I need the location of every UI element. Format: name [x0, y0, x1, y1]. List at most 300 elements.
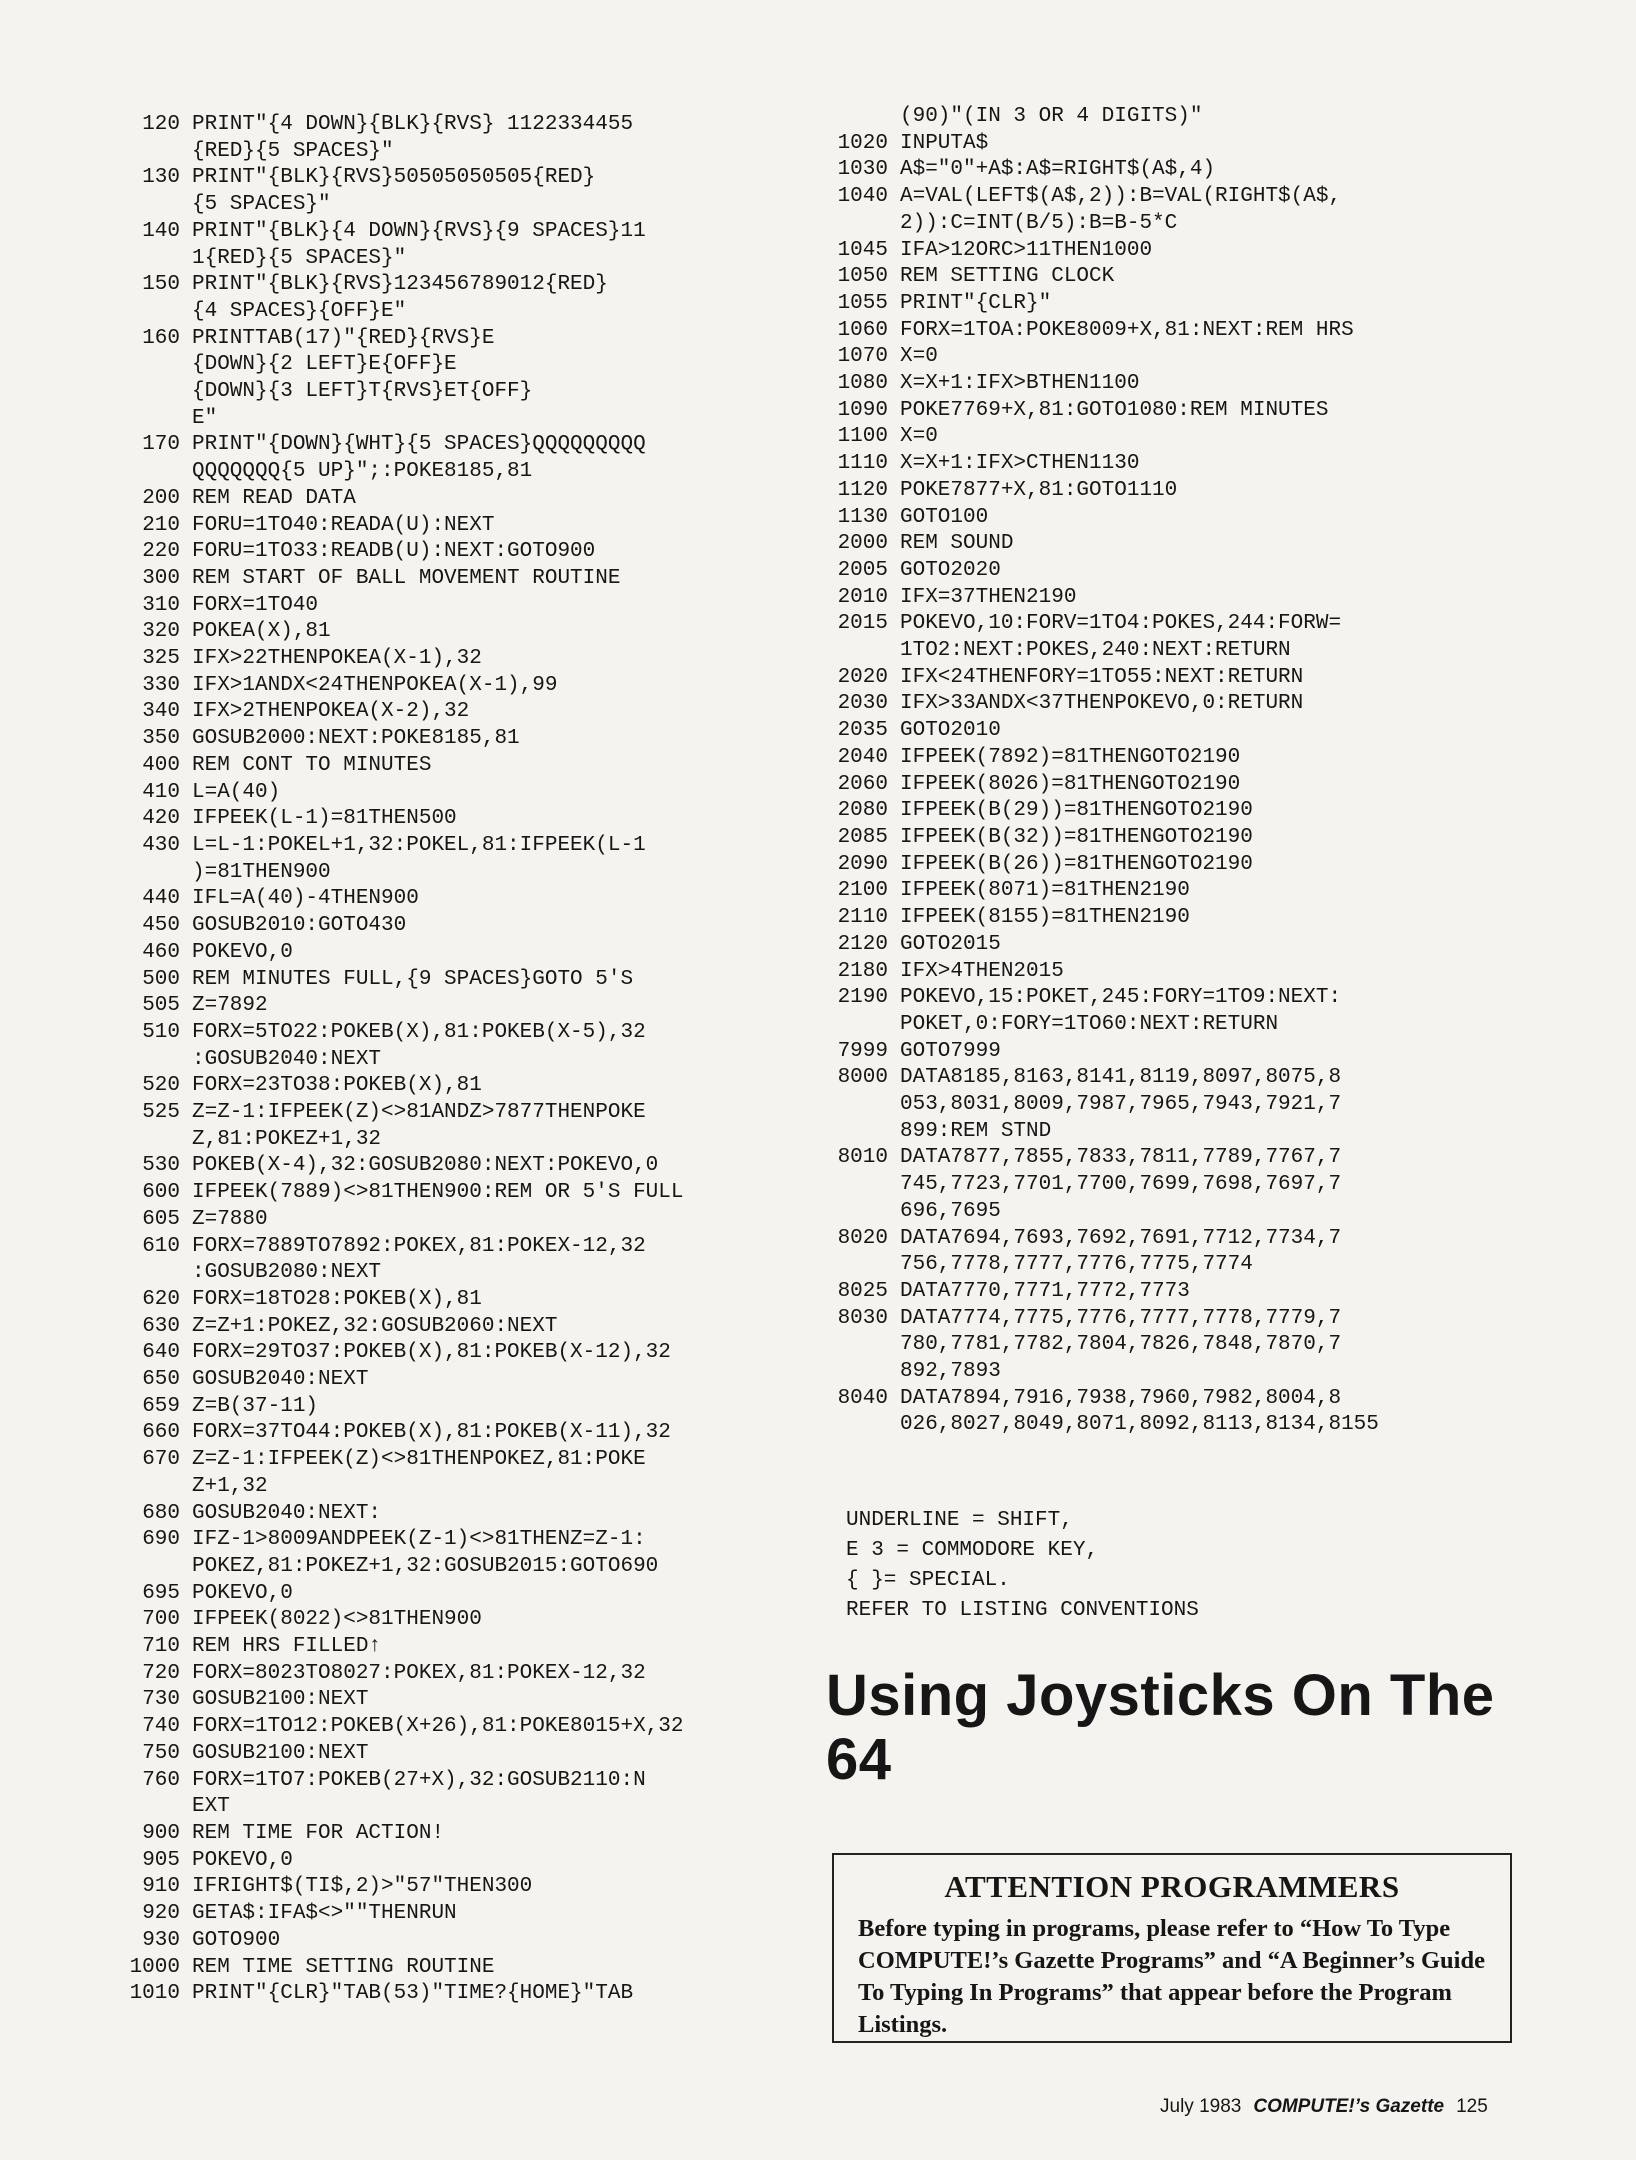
listing-line [820, 985, 1540, 1012]
line-number: 1050 [837, 265, 888, 289]
footer-date: July 1983 [1160, 2096, 1242, 2117]
listing-line [820, 478, 1540, 505]
line-number: 1000 [129, 1955, 180, 1979]
listing-line [820, 1199, 1540, 1226]
line-code: REM START OF BALL MOVEMENT ROUTINE [192, 566, 621, 590]
listing-line [112, 406, 812, 433]
line-code: REM SETTING CLOCK [900, 265, 1115, 289]
line-number: 750 [142, 1741, 180, 1765]
listing-line [112, 1447, 812, 1474]
line-code: X=X+1:IFX>BTHEN1100 [900, 372, 1140, 396]
listing-line [112, 1127, 812, 1154]
line-code: REM MINUTES FULL,{9 SPACES}GOTO 5'S [192, 967, 634, 991]
line-code: IFA>12ORC>11THEN1000 [900, 238, 1153, 262]
line-number: 650 [142, 1368, 180, 1392]
line-number: 8000 [837, 1066, 888, 1090]
line-code: IFPEEK(8155)=81THEN2190 [900, 906, 1190, 930]
line-number: 660 [142, 1421, 180, 1445]
line-number: 900 [142, 1822, 180, 1845]
listing-line [112, 486, 812, 513]
line-code: REM READ DATA [192, 486, 356, 510]
listing-line [820, 1172, 1540, 1199]
listing-line [112, 1874, 812, 1901]
line-number: 8020 [837, 1226, 888, 1250]
line-code: X=0 [900, 425, 938, 449]
listing-line [112, 1821, 812, 1848]
line-code: GOSUB2040:NEXT [192, 1368, 369, 1392]
listing-line [112, 513, 812, 540]
listing-line [112, 1207, 812, 1234]
listing-line [820, 1412, 1540, 1439]
line-code: A=VAL(LEFT$(A$,2)):B=VAL(RIGHT$(A$, [900, 185, 1342, 209]
line-code: GOSUB2100:NEXT [192, 1688, 369, 1712]
listing-line [112, 112, 812, 139]
listing-line [820, 1039, 1540, 1066]
listing-line [820, 1119, 1540, 1146]
line-number: 605 [142, 1207, 180, 1231]
line-number: 1080 [837, 372, 888, 396]
line-number: 2085 [837, 825, 888, 849]
line-number: 8025 [837, 1279, 888, 1303]
listing-line [112, 1340, 812, 1367]
line-code: 745,7723,7701,7700,7699,7698,7697,7 [900, 1173, 1342, 1197]
line-number: 659 [142, 1394, 180, 1418]
line-number: 2060 [837, 772, 888, 796]
listing-line [112, 1073, 812, 1100]
line-number: 1040 [837, 185, 888, 209]
line-code: POKE7877+X,81:GOTO1110 [900, 478, 1178, 502]
line-code: FORX=29TO37:POKEB(X),81:POKEB(X-12),32 [192, 1341, 671, 1365]
line-code: DATA7877,7855,7833,7811,7789,7767,7 [900, 1146, 1342, 1170]
line-number: 905 [142, 1848, 180, 1872]
line-code: DATA7894,7916,7938,7960,7982,8004,8 [900, 1386, 1342, 1410]
line-code: 756,7778,7777,7776,7775,7774 [900, 1253, 1253, 1277]
line-code: DATA7774,7775,7776,7777,7778,7779,7 [900, 1306, 1342, 1330]
line-code: 1{RED}{5 SPACES}" [192, 246, 407, 270]
line-code: GOTO2015 [900, 932, 1001, 956]
listing-line [112, 673, 812, 700]
listing-line [112, 833, 812, 860]
line-number: 220 [142, 540, 180, 564]
listing-line [112, 352, 812, 379]
listing-line [112, 1180, 812, 1207]
line-number: 630 [142, 1314, 180, 1338]
listing-line [820, 1386, 1540, 1413]
line-number: 2000 [837, 532, 888, 556]
line-code: 053,8031,8009,7987,7965,7943,7921,7 [900, 1093, 1342, 1117]
line-number: 695 [142, 1581, 180, 1605]
line-code: EXT [192, 1795, 230, 1819]
line-code: FORX=8023TO8027:POKEX,81:POKEX-12,32 [192, 1661, 646, 1685]
listing-line [112, 1314, 812, 1341]
footer-page-number: 125 [1456, 2096, 1488, 2117]
line-code: {4 SPACES}{OFF}E" [192, 299, 407, 323]
listing-line [112, 566, 812, 593]
listing-line [112, 806, 812, 833]
line-code: FORU=1TO40:READA(U):NEXT [192, 513, 495, 537]
line-code: POKET,0:FORY=1TO60:NEXT:RETURN [900, 1012, 1279, 1036]
listing-line [820, 318, 1540, 345]
listing-line [112, 1153, 812, 1180]
line-code: IFX>2THENPOKEA(X-2),32 [192, 700, 470, 724]
notice-text: Before typing in programs, please refer to “How To Type COMPUTE!’s Gazette Programs” and “A Beginner’s Guide To Typing In Programs” that appear before the Program Listings. [858, 1915, 1485, 2038]
listing-line [820, 398, 1540, 425]
line-number: 505 [142, 994, 180, 1018]
line-number: 920 [142, 1902, 180, 1926]
listing-line [112, 913, 812, 940]
line-number: 170 [142, 433, 180, 457]
line-code: 1TO2:NEXT:POKES,240:NEXT:RETURN [900, 639, 1291, 663]
line-code: FORX=1TO12:POKEB(X+26),81:POKE8015+X,32 [192, 1715, 684, 1739]
listing-line [820, 211, 1540, 238]
line-code: GOTO100 [900, 505, 989, 529]
line-number: 1090 [837, 398, 888, 422]
line-code: IFPEEK(B(26))=81THENGOTO2190 [900, 852, 1253, 876]
listing-line [112, 432, 812, 459]
listing-line [820, 1012, 1540, 1039]
listing-line [820, 131, 1540, 158]
line-number: 1120 [837, 478, 888, 502]
listing-line [112, 1714, 812, 1741]
listing-column-left [112, 112, 812, 2008]
line-number: 1070 [837, 345, 888, 369]
line-number: 420 [142, 807, 180, 831]
line-number: 400 [142, 753, 180, 777]
line-code: Z=Z-1:IFPEEK(Z)<>81THENPOKEZ,81:POKE [192, 1448, 646, 1472]
line-number: 670 [142, 1448, 180, 1472]
line-code: Z=Z-1:IFPEEK(Z)<>81ANDZ>7877THENPOKE [192, 1101, 646, 1125]
listing-line [112, 1901, 812, 1928]
line-number: 2005 [837, 558, 888, 582]
line-code: POKEB(X-4),32:GOSUB2080:NEXT:POKEVO,0 [192, 1154, 659, 1178]
listing-line [112, 1848, 812, 1875]
listing-line [112, 1100, 812, 1127]
listing-line [820, 932, 1540, 959]
listing-line [112, 1687, 812, 1714]
line-code: (90)"(IN 3 OR 4 DIGITS)" [900, 105, 1203, 128]
line-number: 910 [142, 1875, 180, 1899]
listing-line [820, 1065, 1540, 1092]
line-number: 8030 [837, 1306, 888, 1330]
line-number: 450 [142, 914, 180, 938]
line-code: L=L-1:POKEL+1,32:POKEL,81:IFPEEK(L-1 [192, 833, 646, 857]
line-number: 640 [142, 1341, 180, 1365]
line-number: 2035 [837, 719, 888, 743]
article-title: Using Joysticks On The 64 [826, 1663, 1495, 1792]
listing-line [820, 1252, 1540, 1279]
line-number: 2090 [837, 852, 888, 876]
line-code: FORX=5TO22:POKEB(X),81:POKEB(X-5),32 [192, 1020, 646, 1044]
line-code: IFX=37THEN2190 [900, 585, 1077, 609]
line-code: PRINTTAB(17)"{RED}{RVS}E [192, 326, 495, 350]
listing-line [112, 192, 812, 219]
line-code: GOSUB2040:NEXT: [192, 1501, 382, 1525]
line-number: 740 [142, 1715, 180, 1739]
listing-line [112, 165, 812, 192]
listing-line [820, 1226, 1540, 1253]
line-number: 120 [142, 113, 180, 136]
listing-line [112, 299, 812, 326]
line-code: IFPEEK(B(29))=81THENGOTO2190 [900, 799, 1253, 823]
listing-line [820, 745, 1540, 772]
listing-line [112, 940, 812, 967]
listing-line [112, 1741, 812, 1768]
line-code: GOSUB2100:NEXT [192, 1741, 369, 1765]
line-number: 620 [142, 1287, 180, 1311]
listing-line [820, 104, 1540, 131]
line-number: 2020 [837, 665, 888, 689]
page-footer [1160, 2096, 1488, 2118]
line-code: DATA7694,7693,7692,7691,7712,7734,7 [900, 1226, 1342, 1250]
line-code: PRINT"{CLR}"TAB(53)"TIME?{HOME}"TAB [192, 1982, 634, 2006]
listing-line [112, 1047, 812, 1074]
listing-line [112, 646, 812, 673]
legend-line: E 3 = COMMODORE KEY, [846, 1539, 1099, 1562]
line-number: 500 [142, 967, 180, 991]
line-code: L=A(40) [192, 780, 281, 804]
line-code: POKEZ,81:POKEZ+1,32:GOSUB2015:GOTO690 [192, 1554, 659, 1578]
listing-line [820, 1279, 1540, 1306]
line-number: 530 [142, 1154, 180, 1178]
line-code: POKEA(X),81 [192, 620, 331, 644]
listing-line [112, 1234, 812, 1261]
legend-line: { }= SPECIAL. [846, 1569, 1010, 1592]
line-code: FORX=18TO28:POKEB(X),81 [192, 1287, 482, 1311]
listing-line [112, 967, 812, 994]
footer-magazine: COMPUTE!’s Gazette [1253, 2096, 1445, 2117]
line-code: GOTO2020 [900, 558, 1001, 582]
line-number: 700 [142, 1608, 180, 1632]
line-code: IFPEEK(7889)<>81THEN900:REM OR 5'S FULL [192, 1181, 684, 1205]
listing-line [820, 238, 1540, 265]
listing-line [820, 1145, 1540, 1172]
line-number: 440 [142, 887, 180, 911]
line-number: 410 [142, 780, 180, 804]
listing-line [820, 1092, 1540, 1119]
line-number: 300 [142, 566, 180, 590]
line-number: 1130 [837, 505, 888, 529]
line-code: Z=7892 [192, 994, 268, 1018]
listing-line [112, 1981, 812, 2008]
line-number: 610 [142, 1234, 180, 1258]
line-code: GOTO900 [192, 1928, 281, 1952]
line-number: 1010 [129, 1982, 180, 2006]
line-number: 2120 [837, 932, 888, 956]
line-number: 600 [142, 1181, 180, 1205]
line-number: 350 [142, 727, 180, 751]
listing-line [112, 1420, 812, 1447]
listing-line [112, 1955, 812, 1982]
listing-line [112, 1607, 812, 1634]
listing-line [820, 531, 1540, 558]
listing-line [112, 1474, 812, 1501]
listing-line [112, 1661, 812, 1688]
line-number: 2010 [837, 585, 888, 609]
listing-line [112, 1367, 812, 1394]
line-code: QQQQQQQ{5 UP}";:POKE8185,81 [192, 460, 533, 484]
line-code: {5 SPACES}" [192, 193, 331, 217]
listing-line [112, 780, 812, 807]
line-code: E" [192, 406, 218, 430]
line-code: GOSUB2000:NEXT:POKE8185,81 [192, 727, 520, 751]
line-number: 8040 [837, 1386, 888, 1410]
line-number: 210 [142, 513, 180, 537]
line-number: 2015 [837, 612, 888, 636]
line-code: X=X+1:IFX>CTHEN1130 [900, 452, 1140, 476]
line-code: PRINT"{BLK}{RVS}123456789012{RED} [192, 273, 608, 297]
line-code: :GOSUB2040:NEXT [192, 1047, 382, 1071]
line-code: IFRIGHT$(TI$,2)>"57"THEN300 [192, 1875, 533, 1899]
listing-line [112, 246, 812, 273]
line-code: FORU=1TO33:READB(U):NEXT:GOTO900 [192, 540, 596, 564]
listing-line [112, 1581, 812, 1608]
listing-line [112, 993, 812, 1020]
line-code: POKEVO,0 [192, 1848, 293, 1872]
line-number: 2110 [837, 906, 888, 930]
line-code: IFX>22THENPOKEA(X-1),32 [192, 647, 482, 671]
listing-line [112, 1794, 812, 1821]
listing-line [112, 1287, 812, 1314]
listing-line [820, 558, 1540, 585]
line-code: FORX=7889TO7892:POKEX,81:POKEX-12,32 [192, 1234, 646, 1258]
line-code: Z=Z+1:POKEZ,32:GOSUB2060:NEXT [192, 1314, 558, 1338]
listing-legend [846, 1506, 1199, 1626]
line-code: )=81THEN900 [192, 860, 331, 884]
line-number: 8010 [837, 1146, 888, 1170]
listing-line [820, 505, 1540, 532]
listing-line [820, 691, 1540, 718]
listing-line [112, 1634, 812, 1661]
attention-programmers-box [832, 1853, 1512, 2043]
line-code: PRINT"{4 DOWN}{BLK}{RVS} 1122334455 [192, 113, 634, 136]
line-number: 1020 [837, 131, 888, 155]
listing-line [112, 1527, 812, 1554]
line-code: 2)):C=INT(B/5):B=B-5*C [900, 211, 1178, 235]
line-code: FORX=1TO40 [192, 593, 319, 617]
listing-line [112, 1394, 812, 1421]
line-number: 340 [142, 700, 180, 724]
listing-line [112, 886, 812, 913]
listing-line [820, 184, 1540, 211]
line-code: :GOSUB2080:NEXT [192, 1261, 382, 1285]
legend-line: UNDERLINE = SHIFT, [846, 1509, 1073, 1532]
line-number: 2180 [837, 959, 888, 983]
line-number: 2190 [837, 986, 888, 1010]
listing-line [112, 726, 812, 753]
listing-line [112, 860, 812, 887]
line-code: FORX=37TO44:POKEB(X),81:POKEB(X-11),32 [192, 1421, 671, 1445]
line-code: REM TIME FOR ACTION! [192, 1822, 445, 1845]
line-code: GOTO2010 [900, 719, 1001, 743]
line-number: 690 [142, 1528, 180, 1552]
line-number: 430 [142, 833, 180, 857]
listing-line [820, 1359, 1540, 1386]
line-code: IFPEEK(8026)=81THENGOTO2190 [900, 772, 1241, 796]
listing-line [820, 371, 1540, 398]
line-number: 140 [142, 219, 180, 243]
listing-line [820, 959, 1540, 986]
line-number: 7999 [837, 1039, 888, 1063]
line-number: 710 [142, 1635, 180, 1659]
line-code: PRINT"{DOWN}{WHT}{5 SPACES}QQQQQQQQQ [192, 433, 646, 457]
line-code: Z,81:POKEZ+1,32 [192, 1127, 382, 1151]
line-code: IFX<24THENFORY=1TO55:NEXT:RETURN [900, 665, 1304, 689]
line-code: IFZ-1>8009ANDPEEK(Z-1)<>81THENZ=Z-1: [192, 1528, 646, 1552]
line-number: 150 [142, 273, 180, 297]
line-code: POKEVO,0 [192, 1581, 293, 1605]
line-code: POKEVO,0 [192, 940, 293, 964]
listing-line [820, 611, 1540, 638]
listing-line [820, 344, 1540, 371]
listing-line [112, 139, 812, 166]
line-number: 160 [142, 326, 180, 350]
listing-line [820, 878, 1540, 905]
listing-line [112, 1020, 812, 1047]
line-number: 930 [142, 1928, 180, 1952]
line-number: 1100 [837, 425, 888, 449]
listing-line [112, 619, 812, 646]
line-code: 899:REM STND [900, 1119, 1052, 1143]
listing-column-right [820, 104, 1540, 1439]
line-number: 510 [142, 1020, 180, 1044]
listing-line [112, 272, 812, 299]
line-code: POKEVO,10:FORV=1TO4:POKES,244:FORW= [900, 612, 1342, 636]
line-code: GOSUB2010:GOTO430 [192, 914, 407, 938]
line-code: PRINT"{BLK}{4 DOWN}{RVS}{9 SPACES}11 [192, 219, 646, 243]
line-code: PRINT"{CLR}" [900, 291, 1052, 315]
line-code: 026,8027,8049,8071,8092,8113,8134,8155 [900, 1413, 1379, 1437]
listing-line [820, 291, 1540, 318]
listing-line [112, 326, 812, 353]
listing-line [112, 699, 812, 726]
listing-line [112, 1260, 812, 1287]
listing-line [820, 825, 1540, 852]
listing-line [820, 451, 1540, 478]
line-number: 720 [142, 1661, 180, 1685]
line-code: Z+1,32 [192, 1474, 268, 1498]
notice-heading: ATTENTION PROGRAMMERS [944, 1869, 1400, 1904]
line-number: 460 [142, 940, 180, 964]
line-code: REM TIME SETTING ROUTINE [192, 1955, 495, 1979]
listing-line [820, 585, 1540, 612]
line-code: GOTO7999 [900, 1039, 1001, 1063]
listing-line [112, 1928, 812, 1955]
line-code: X=0 [900, 345, 938, 369]
listing-line [112, 459, 812, 486]
listing-line [820, 852, 1540, 879]
line-number: 680 [142, 1501, 180, 1525]
line-code: IFPEEK(L-1)=81THEN500 [192, 807, 457, 831]
line-number: 525 [142, 1101, 180, 1125]
line-number: 2040 [837, 745, 888, 769]
legend-line: REFER TO LISTING CONVENTIONS [846, 1599, 1199, 1622]
listing-line [820, 264, 1540, 291]
listing-line [112, 379, 812, 406]
line-number: 2030 [837, 692, 888, 716]
line-code: Z=B(37-11) [192, 1394, 319, 1418]
listing-line [112, 1768, 812, 1795]
line-code: DATA7770,7771,7772,7773 [900, 1279, 1190, 1303]
line-code: REM HRS FILLED↑ [192, 1635, 382, 1659]
line-code: {DOWN}{2 LEFT}E{OFF}E [192, 353, 457, 377]
line-code: REM CONT TO MINUTES [192, 753, 432, 777]
listing-line [820, 424, 1540, 451]
listing-line [112, 539, 812, 566]
line-code: Z=7880 [192, 1207, 268, 1231]
listing-line [112, 753, 812, 780]
line-number: 330 [142, 673, 180, 697]
listing-line [820, 798, 1540, 825]
